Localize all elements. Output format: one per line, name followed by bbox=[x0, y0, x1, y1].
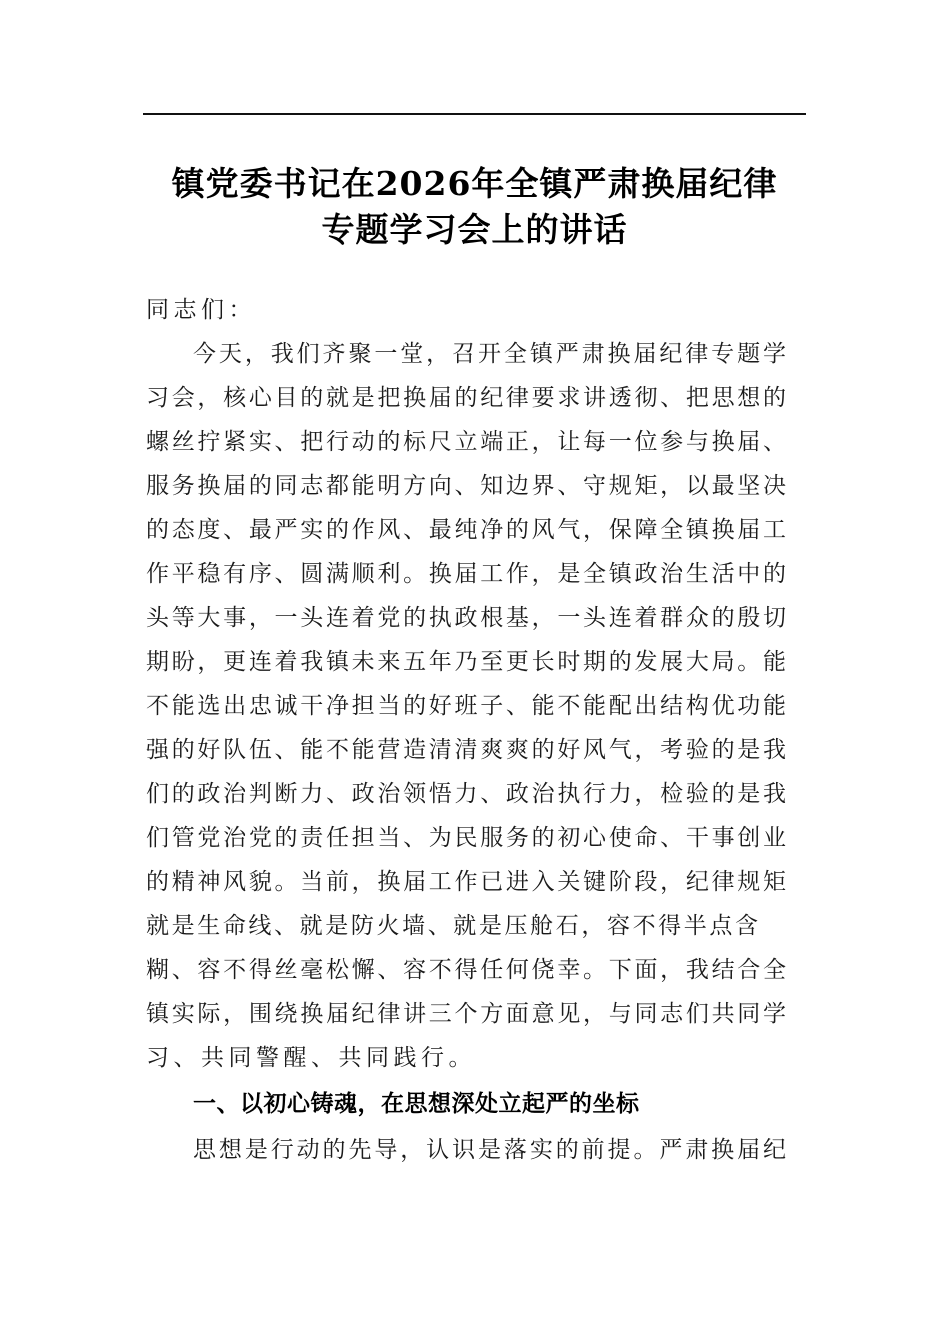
body-line: 的精神风貌。当前，换届工作已进入关键阶段，纪律规矩 bbox=[146, 869, 786, 895]
body-line: 习会，核心目的就是把换届的纪律要求讲透彻、把思想的 bbox=[146, 385, 786, 411]
section-heading-1: 一、以初心铸魂，在思想深处立起严的坐标 bbox=[193, 1091, 640, 1117]
body-line: 服务换届的同志都能明方向、知边界、守规矩，以最坚决 bbox=[146, 473, 786, 499]
body-line: 期盼，更连着我镇未来五年乃至更长时期的发展大局。能 bbox=[146, 649, 786, 675]
body-line: 不能选出忠诚干净担当的好班子、能不能配出结构优功能 bbox=[146, 693, 786, 719]
header-rule bbox=[143, 113, 806, 115]
body-line: 糊、容不得丝毫松懈、容不得任何侥幸。下面，我结合全 bbox=[146, 957, 786, 983]
body-line: 就是生命线、就是防火墙、就是压舱石，容不得半点含 bbox=[146, 913, 758, 939]
document-title-line-1: 镇党委书记在2026年全镇严肃换届纪律 bbox=[171, 164, 778, 203]
body-line: 习、共同警醒、共同践行。 bbox=[146, 1045, 476, 1071]
body-line: 们管党治党的责任担当、为民服务的初心使命、干事创业 bbox=[146, 825, 786, 851]
body-line: 头等大事，一头连着党的执政根基，一头连着群众的殷切 bbox=[146, 605, 786, 631]
document-title-line-2: 专题学习会上的讲话 bbox=[321, 210, 628, 249]
body-line: 们的政治判断力、政治领悟力、政治执行力，检验的是我 bbox=[146, 781, 786, 807]
salutation: 同志们： bbox=[146, 297, 256, 323]
body-line: 强的好队伍、能不能营造清清爽爽的好风气，考验的是我 bbox=[146, 737, 786, 763]
body-line: 作平稳有序、圆满顺利。换届工作，是全镇政治生活中的 bbox=[146, 561, 786, 587]
body-line: 镇实际，围绕换届纪律讲三个方面意见，与同志们共同学 bbox=[146, 1001, 786, 1027]
body-line: 螺丝拧紧实、把行动的标尺立端正，让每一位参与换届、 bbox=[146, 429, 786, 455]
body-line: 今天，我们齐聚一堂，召开全镇严肃换届纪律专题学 bbox=[193, 341, 786, 367]
section-body-line: 思想是行动的先导，认识是落实的前提。严肃换届纪 bbox=[193, 1137, 786, 1163]
body-line: 的态度、最严实的作风、最纯净的风气，保障全镇换届工 bbox=[146, 517, 786, 543]
